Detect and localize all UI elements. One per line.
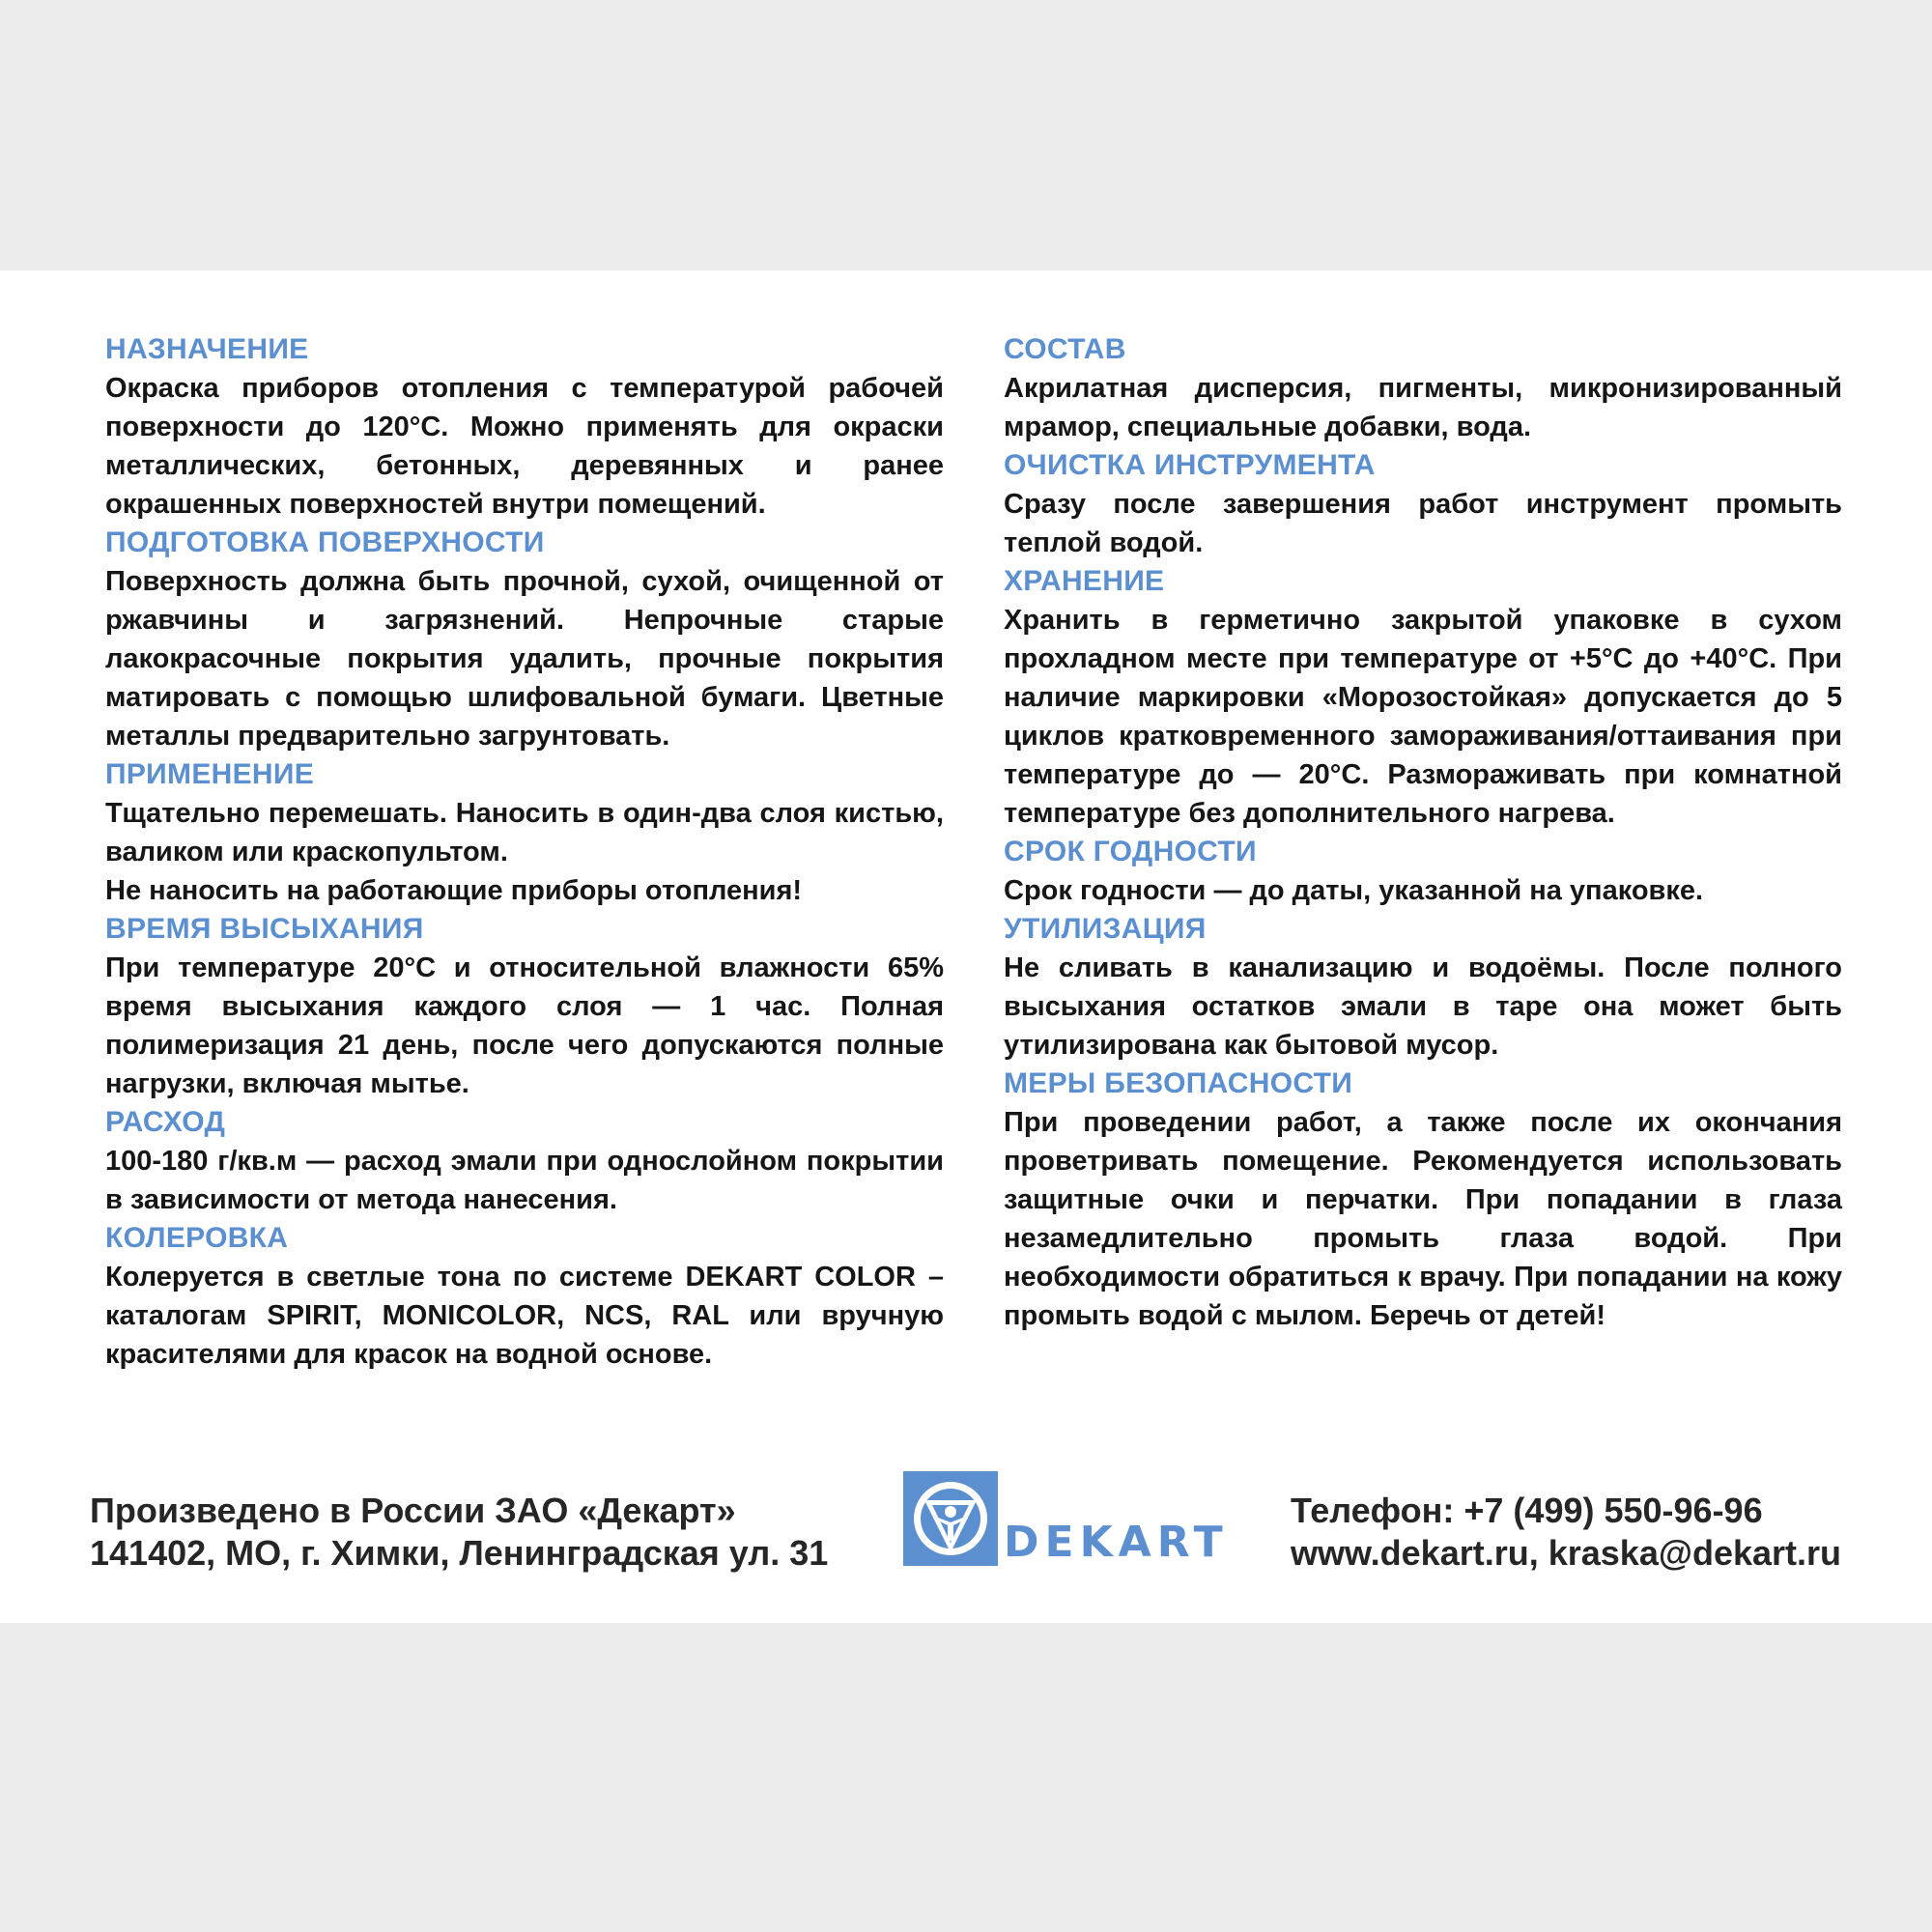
- disposal-heading: УТИЛИЗАЦИЯ: [1004, 913, 1207, 945]
- tinting-heading: КОЛЕРОВКА: [105, 1222, 289, 1254]
- composition-heading: СОСТАВ: [1004, 333, 1126, 365]
- label-card: [0, 270, 1932, 1623]
- dekart-logo: [903, 1471, 1229, 1567]
- application-heading: ПРИМЕНЕНИЕ: [105, 758, 315, 790]
- manufacturer-line: Произведено в России ЗАО «Декарт»: [90, 1491, 736, 1530]
- surface-prep-heading: ПОДГОТОВКА ПОВЕРХНОСТИ: [105, 526, 545, 558]
- purpose-heading: НАЗНАЧЕНИЕ: [105, 333, 309, 365]
- application-text: Тщательно перемешать. Наносить в один-два слоя кистью, валиком или краскопультом.: [105, 798, 944, 867]
- phone-line: Телефон: +7 (499) 550-96-96: [1291, 1491, 1763, 1530]
- safety-heading: МЕРЫ БЕЗОПАСНОСТИ: [1004, 1067, 1353, 1099]
- storage-heading: ХРАНЕНИЕ: [1004, 565, 1165, 597]
- tool-cleaning-heading: ОЧИСТКА ИНСТРУМЕНТА: [1004, 449, 1376, 481]
- purpose-text: Окраска приборов отопления с температурой рабочей поверхности до 120°С. Можно применять для окраски металлических, бетонных, деревянных и ранее окрашенных поверхностей внутри помещений.: [105, 373, 944, 520]
- tool-cleaning-text: Сразу после завершения работ инструмент промыть теплой водой.: [1004, 489, 1842, 558]
- tinting-text: Колеруется в светлые тона по системе DEKART COLOR – каталогам SPIRIT, MONICOLOR, NCS, RAL или вручную красителями для красок на водной основе.: [105, 1262, 944, 1370]
- drying-time-text: При температуре 20°С и относительной влажности 65% время высыхания каждого слоя — 1 час. Полная полимеризация 21 день, после чего допускаются полные нагрузки, включая мытье.: [105, 952, 944, 1099]
- dekart-shield-person-icon: [903, 1471, 998, 1566]
- safety-text: При проведении работ, а также после их окончания проветривать помещение. Рекомендуется использовать защитные очки и перчатки. При попадании в глаза незамедлительно промыть глаза водой. При необходимости обратиться к врачу. При попадании на кожу промыть водой с мылом. Беречь от детей!: [1004, 1107, 1842, 1331]
- web-email-line[interactable]: www.dekart.ru, kraska@dekart.ru: [1291, 1533, 1842, 1573]
- storage-text: Хранить в герметично закрытой упаковке в сухом прохладном месте при температуре от +5°С до +40°С. При наличие маркировки «Морозостойкая» допускается до 5 циклов кратковременного замораживания/оттаивания при температуре до — 20°С. Размораживать при комнатной температуре без дополнительного нагрева.: [1004, 605, 1842, 829]
- disposal-text: Не сливать в канализацию и водоёмы. После полного высыхания остатков эмали в таре она может быть утилизирована как бытовой мусор.: [1004, 952, 1842, 1061]
- drying-time-heading: ВРЕМЯ ВЫСЫХАНИЯ: [105, 913, 424, 945]
- contact-info: [1291, 1490, 1841, 1575]
- consumption-text: 100-180 г/кв.м — расход эмали при однослойном покрытии в зависимости от метода нанесения.: [105, 1146, 944, 1215]
- surface-prep-text: Поверхность должна быть прочной, сухой, очищенной от ржавчины и загрязнений. Непрочные старые лакокрасочные покрытия удалить, прочные покрытия матировать с помощью шлифовальной бумаги. Цветные металлы предварительно загрунтовать.: [105, 566, 944, 752]
- dekart-wordmark: DEKART: [1004, 1518, 1229, 1567]
- shelf-life-text: Срок годности — до даты, указанной на упаковке.: [1004, 875, 1704, 906]
- shelf-life-heading: СРОК ГОДНОСТИ: [1004, 836, 1257, 867]
- application-warning: Не наносить на работающие приборы отопления!: [105, 875, 803, 906]
- address-line: 141402, МО, г. Химки, Ленинградская ул. 31: [90, 1533, 829, 1573]
- manufacturer-info: [90, 1490, 828, 1575]
- consumption-heading: РАСХОД: [105, 1106, 226, 1138]
- left-column: [105, 330, 944, 1374]
- composition-text: Акрилатная дисперсия, пигменты, микронизированный мрамор, специальные добавки, вода.: [1004, 373, 1842, 442]
- right-column: [1004, 330, 1842, 1335]
